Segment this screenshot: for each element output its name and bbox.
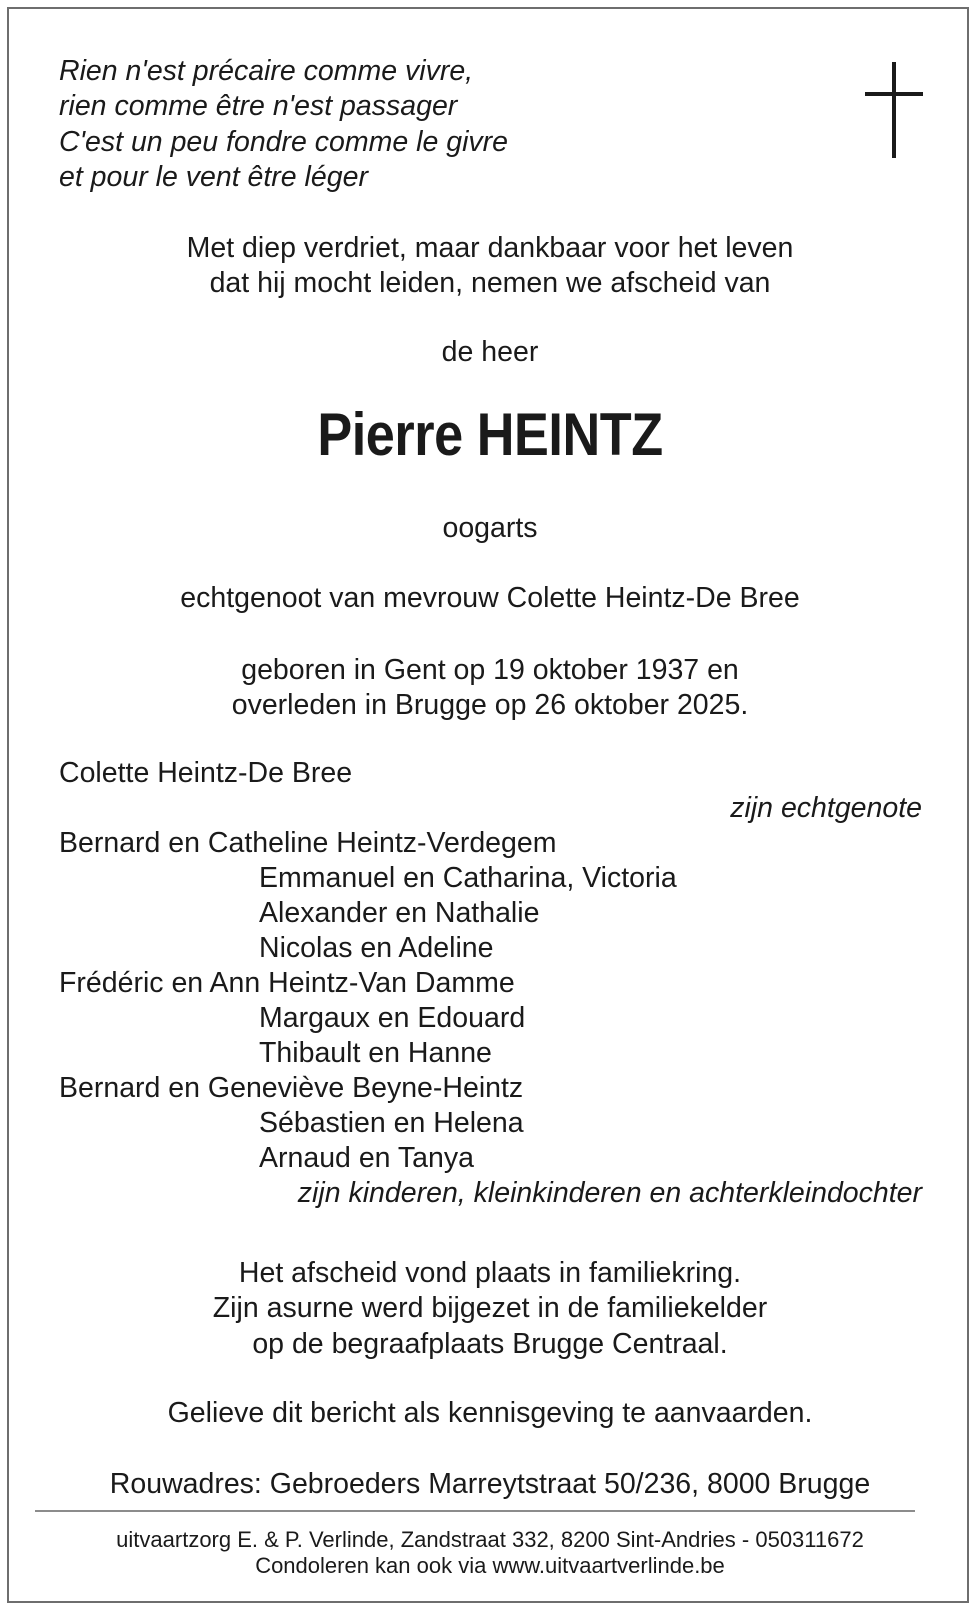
grandchild-name: Thibault en Hanne bbox=[259, 1037, 492, 1069]
child-name: Bernard en Geneviève Beyne-Heintz bbox=[59, 1072, 524, 1104]
ceremony-text bbox=[0, 1256, 980, 1362]
grandchild-name: Sébastien en Helena bbox=[259, 1107, 524, 1139]
intro-line: dat hij mocht leiden, nemen we afscheid van bbox=[209, 267, 771, 300]
ceremony-line: Zijn asurne werd bijgezet in de familiekelder bbox=[212, 1292, 768, 1325]
child-name: Bernard en Catheline Heintz-Verdegem bbox=[59, 827, 557, 859]
grandchild-name: Arnaud en Tanya bbox=[259, 1142, 474, 1174]
ceremony-line: op de begraafplaats Brugge Centraal. bbox=[252, 1327, 728, 1360]
cross-icon bbox=[865, 62, 923, 158]
deceased-name: Pierre HEINTZ bbox=[317, 401, 663, 468]
grandchild-name: Margaux en Edouard bbox=[259, 1002, 526, 1034]
condolences-line: Condoleren kan ook via www.uitvaartverlinde.be bbox=[255, 1553, 725, 1578]
poem-line: et pour le vent être léger bbox=[59, 160, 368, 193]
child-name: Frédéric en Ann Heintz-Van Damme bbox=[59, 967, 515, 999]
spouse-role: zijn echtgenote bbox=[730, 792, 922, 824]
mourning-address: Rouwadres: Gebroeders Marreytstraat 50/236, 8000 Brugge bbox=[109, 1468, 871, 1500]
grandchild-name: Emmanuel en Catharina, Victoria bbox=[259, 862, 677, 894]
birth-line: geboren in Gent op 19 oktober 1937 en bbox=[241, 654, 739, 686]
poem bbox=[59, 54, 508, 195]
poem-line: Rien n'est précaire comme vivre, bbox=[59, 55, 474, 87]
divider bbox=[35, 1510, 915, 1512]
death-line: overleden in Brugge op 26 oktober 2025. bbox=[231, 689, 749, 722]
poem-line: rien comme être n'est passager bbox=[59, 90, 458, 123]
ceremony-line: Het afscheid vond plaats in familiekring. bbox=[238, 1257, 742, 1289]
birth-death-text bbox=[0, 653, 980, 724]
honorific: de heer bbox=[441, 336, 539, 368]
poem-line: C'est un peu fondre comme le givre bbox=[59, 125, 509, 158]
intro-text bbox=[0, 231, 980, 302]
children-role: zijn kinderen, kleinkinderen en achterkleindochter bbox=[297, 1177, 922, 1209]
grandchild-name: Nicolas en Adeline bbox=[259, 932, 494, 964]
profession: oogarts bbox=[442, 512, 538, 544]
spouse-line: echtgenoot van mevrouw Colette Heintz-De Bree bbox=[180, 582, 800, 614]
funeral-home-line: uitvaartzorg E. & P. Verlinde, Zandstraat 332, 8200 Sint-Andries - 050311672 bbox=[116, 1527, 864, 1552]
intro-line: Met diep verdriet, maar dankbaar voor het leven bbox=[186, 232, 794, 264]
footer bbox=[0, 1527, 980, 1579]
spouse-name: Colette Heintz-De Bree bbox=[59, 757, 353, 789]
notice-text: Gelieve dit bericht als kennisgeving te aanvaarden. bbox=[167, 1397, 813, 1429]
grandchild-name: Alexander en Nathalie bbox=[259, 897, 540, 929]
